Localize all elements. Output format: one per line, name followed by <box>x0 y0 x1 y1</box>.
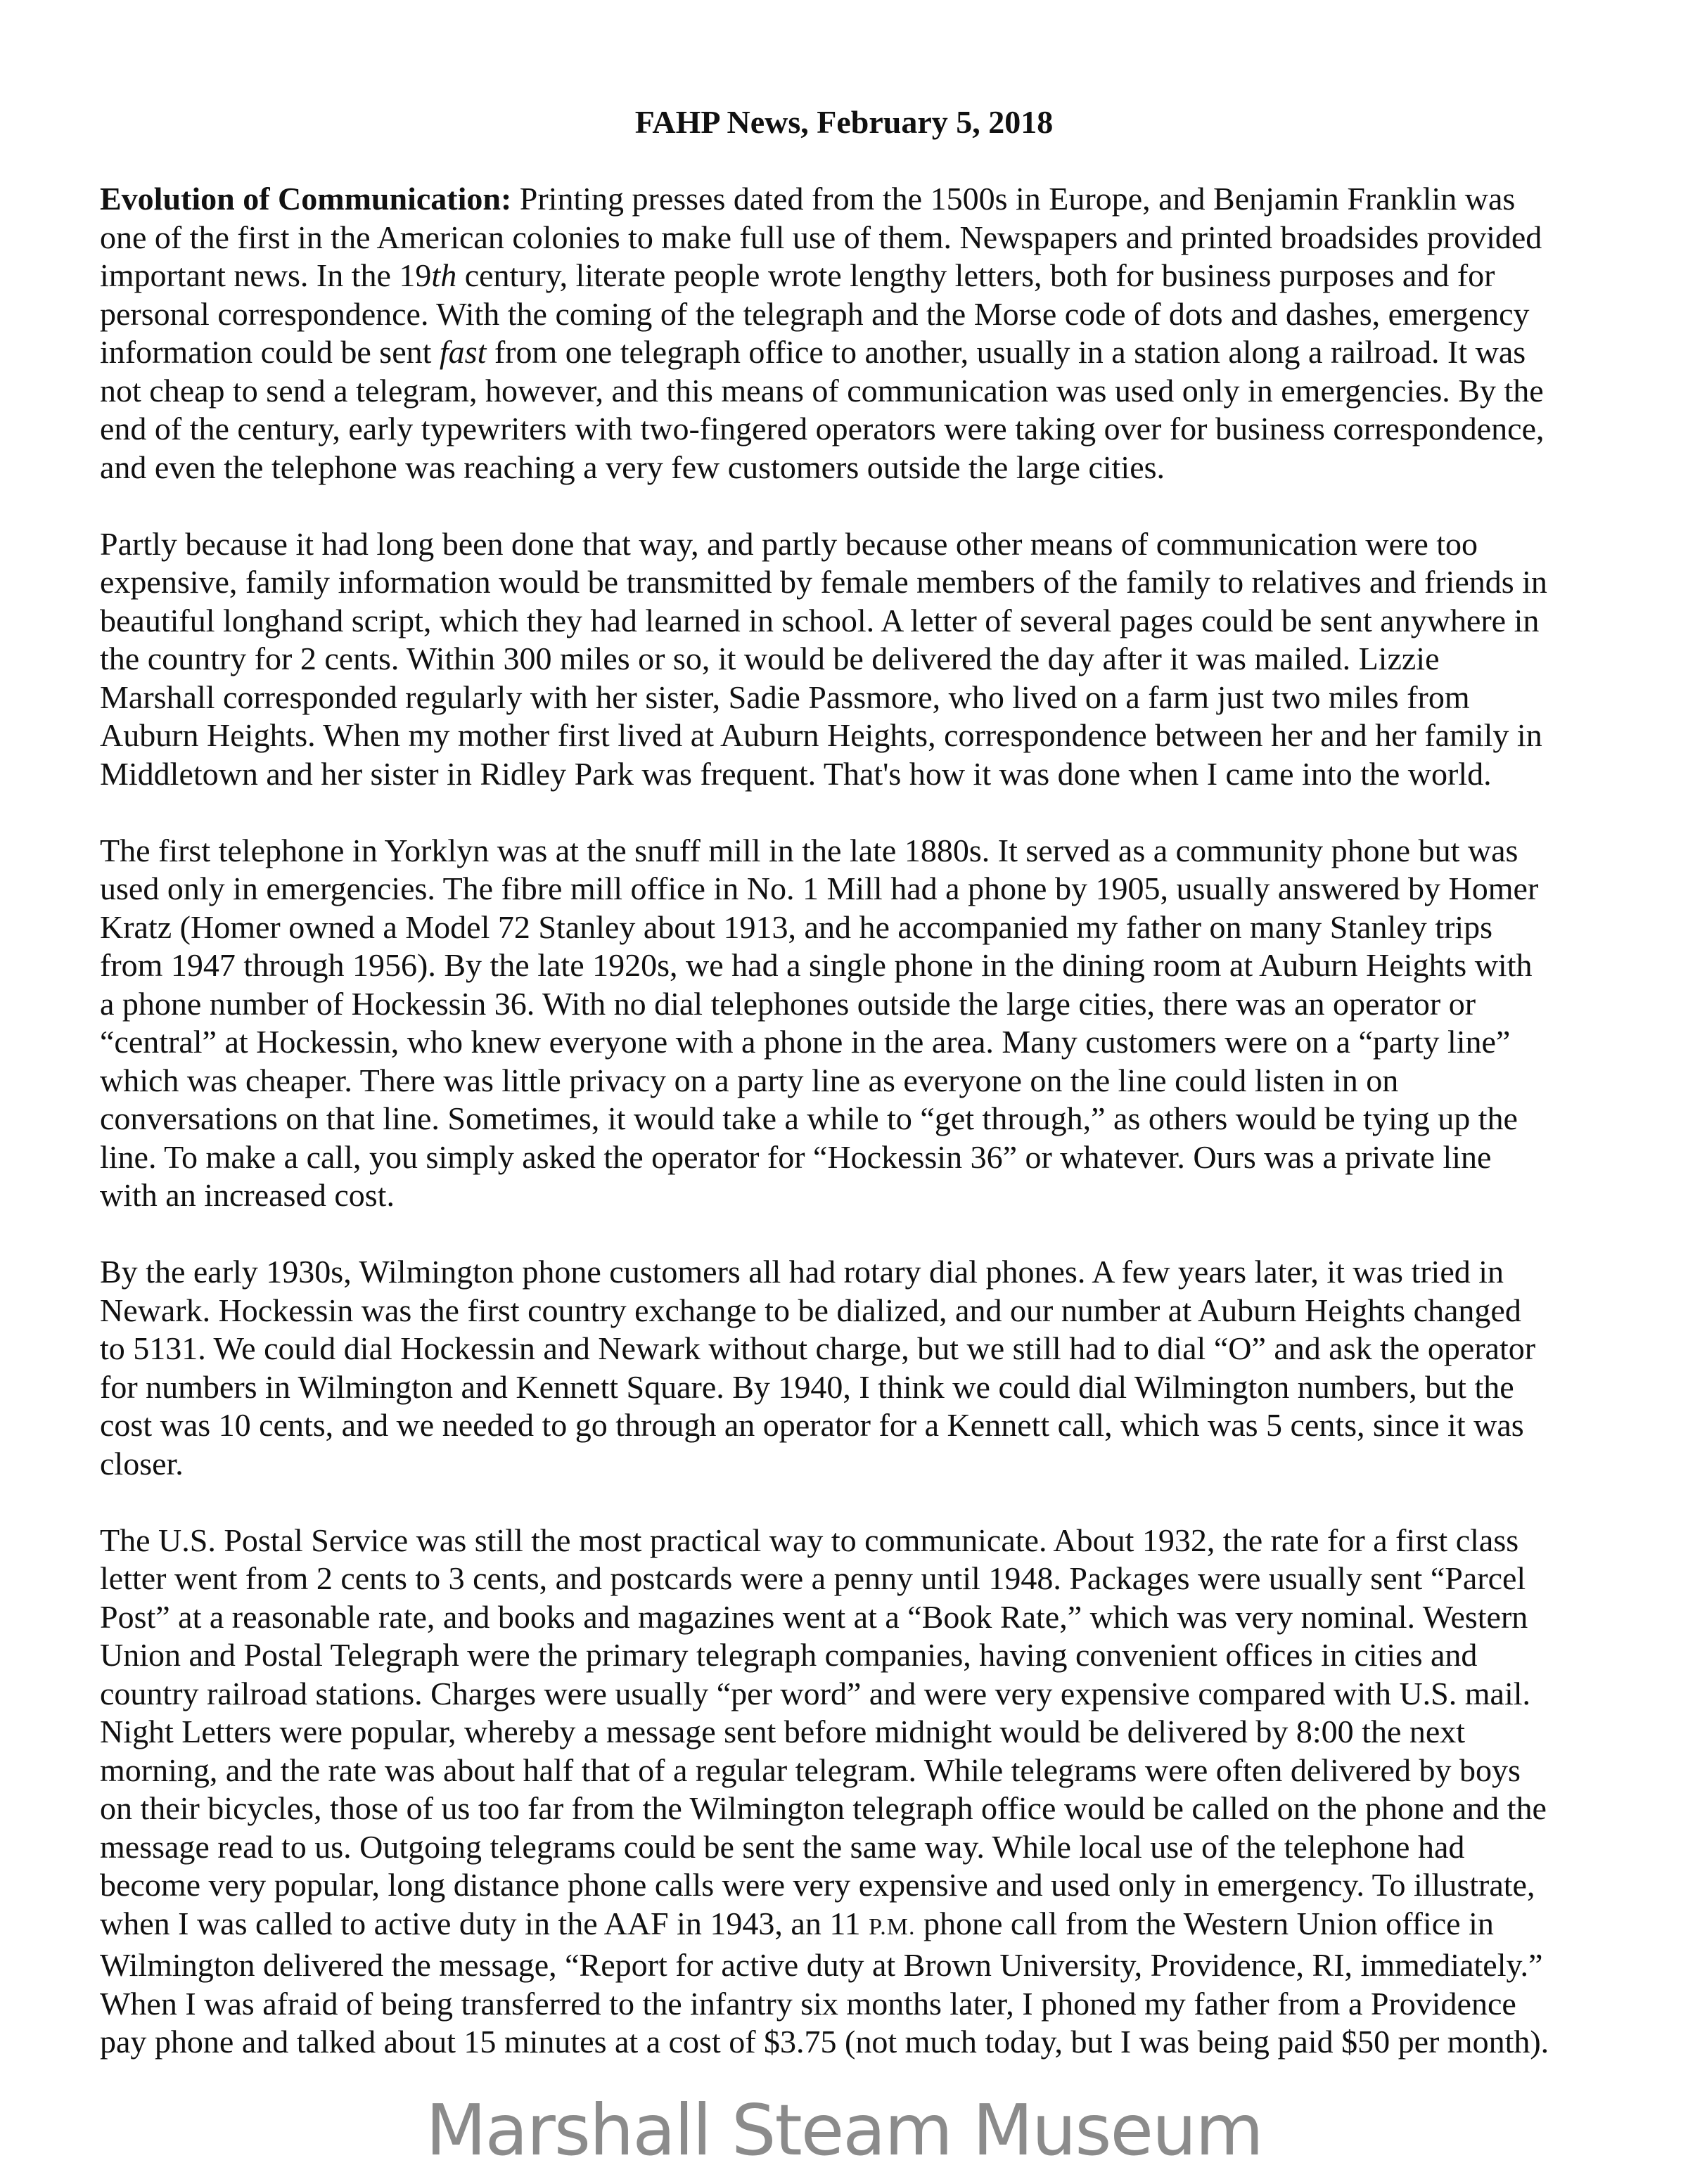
paragraph <box>100 1253 1633 1483</box>
text-line <box>100 180 1633 219</box>
text-segment: When I was afraid of being transferred to the infantry six months later, I phoned my father from a Providence <box>100 1985 1516 2022</box>
text-line <box>100 755 1633 794</box>
text-segment: Union and Postal Telegraph were the primary telegraph companies, having convenient offices in cities and <box>100 1637 1478 1673</box>
text-line <box>100 1636 1633 1675</box>
text-line <box>100 1368 1633 1407</box>
text-line <box>100 1253 1633 1292</box>
text-line <box>100 563 1633 602</box>
text-segment: the country for 2 cents. Within 300 miles or so, it would be delivered the day after it was mailed. Lizzie <box>100 641 1440 676</box>
text-segment: a phone number of Hockessin 36. With no dial telephones outside the large cities, there was an operator or <box>100 985 1476 1022</box>
text-segment: important news. In the 19 <box>100 257 432 293</box>
text-line <box>100 1905 1633 1947</box>
text-segment: to 5131. We could dial Hockessin and Newark without charge, but we still had to dial “O” and ask the operator <box>100 1330 1536 1366</box>
text-line <box>100 717 1633 755</box>
text-segment: Auburn Heights. When my mother first lived at Auburn Heights, correspondence between her and her family in <box>100 717 1542 753</box>
text-line <box>100 449 1633 487</box>
text-line <box>100 1445 1633 1484</box>
text-segment: century, literate people wrote lengthy letters, both for business purposes and for <box>456 257 1495 293</box>
text-line <box>100 1828 1633 1867</box>
text-line <box>100 333 1633 372</box>
text-segment: with an increased cost. <box>100 1177 395 1213</box>
text-line <box>100 1598 1633 1637</box>
text-segment: one of the first in the American colonies to make full use of them. Newspapers and printed broadsides provided <box>100 219 1542 255</box>
text-line <box>100 1292 1633 1330</box>
text-segment: for numbers in Wilmington and Kennett Square. By 1940, I think we could dial Wilmington numbers, but the <box>100 1368 1514 1405</box>
text-segment: P.M. <box>869 1913 916 1940</box>
text-line <box>100 640 1633 679</box>
text-line <box>100 832 1633 871</box>
text-segment: morning, and the rate was about half that of a regular telegram. While telegrams were often delivered by boys <box>100 1752 1521 1788</box>
text-segment: The first telephone in Yorklyn was at the snuff mill in the late 1880s. It served as a community phone but was <box>100 832 1518 868</box>
text-segment: message read to us. Outgoing telegrams could be sent the same way. While local use of the telephone had <box>100 1828 1465 1865</box>
text-segment: letter went from 2 cents to 3 cents, and postcards were a penny until 1948. Packages were usually sent “Parcel <box>100 1560 1526 1596</box>
text-segment: cost was 10 cents, and we needed to go through an operator for a Kennett call, which was 5 cents, since it was <box>100 1407 1524 1443</box>
text-line <box>100 1330 1633 1368</box>
text-line <box>100 908 1633 947</box>
text-segment: The U.S. Postal Service was still the most practical way to communicate. About 1932, the rate for a first class <box>100 1522 1519 1558</box>
text-line <box>100 410 1633 449</box>
text-segment: closer. <box>100 1445 184 1482</box>
text-segment: country railroad stations. Charges were usually “per word” and were very expensive compared with U.S. mail. <box>100 1675 1531 1711</box>
paragraph <box>100 180 1633 487</box>
text-line <box>100 1023 1633 1062</box>
text-line <box>100 602 1633 641</box>
text-segment: phone call from the Western Union office in <box>915 1905 1494 1941</box>
text-segment: personal correspondence. With the coming of the telegraph and the Morse code of dots and dashes, emergency <box>100 295 1530 332</box>
document-page <box>100 103 1633 2062</box>
text-segment: which was cheaper. There was little privacy on a party line as everyone on the line could listen in on <box>100 1062 1399 1098</box>
paragraph <box>100 832 1633 1215</box>
text-segment: line. To make a call, you simply asked the operator for “Hockessin 36” or whatever. Ours was a private line <box>100 1138 1492 1175</box>
text-segment: Post” at a reasonable rate, and books and magazines went at a “Book Rate,” which was very nominal. Western <box>100 1598 1528 1635</box>
text-line <box>100 1713 1633 1752</box>
paragraph <box>100 1522 1633 2062</box>
page-title: FAHP News, February 5, 2018 <box>634 104 1054 140</box>
text-segment: Wilmington delivered the message, “Report for active duty at Brown University, Providence, RI, immediately.” <box>100 1947 1543 1983</box>
text-segment: “central” at Hockessin, who knew everyone with a phone in the area. Many customers were on a “party line” <box>100 1024 1511 1060</box>
text-segment: Partly because it had long been done that way, and partly because other means of communication were too <box>100 525 1478 562</box>
text-line <box>100 1176 1633 1215</box>
text-line <box>100 985 1633 1024</box>
text-line <box>100 1946 1633 1985</box>
text-line <box>100 1675 1633 1714</box>
text-segment: th <box>431 257 457 293</box>
text-line <box>100 679 1633 717</box>
text-segment: Printing presses dated from the 1500s in Europe, and Benjamin Franklin was <box>511 181 1516 217</box>
text-line <box>100 525 1633 564</box>
text-segment: not cheap to send a telegram, however, and this means of communication was used only in emergencies. By the <box>100 372 1544 409</box>
text-segment: used only in emergencies. The fibre mill office in No. 1 Mill had a phone by 1905, usually answered by Homer <box>100 871 1539 906</box>
text-segment: Night Letters were popular, whereby a message sent before midnight would be delivered by 8:00 the next <box>100 1714 1466 1749</box>
text-line <box>100 1752 1633 1790</box>
text-line <box>100 372 1633 411</box>
text-line <box>100 295 1633 334</box>
text-line <box>100 1406 1633 1445</box>
text-segment: By the early 1930s, Wilmington phone customers all had rotary dial phones. A few years later, it was tried in <box>100 1254 1504 1290</box>
text-line <box>100 1560 1633 1598</box>
article-body <box>100 180 1633 2062</box>
text-segment: become very popular, long distance phone calls were very expensive and used only in emergency. To illustrate, <box>100 1867 1535 1903</box>
text-segment: Newark. Hockessin was the first country exchange to be dialized, and our number at Auburn Heights changed <box>100 1292 1521 1328</box>
text-line <box>100 870 1633 908</box>
text-line <box>100 1985 1633 2024</box>
text-segment: end of the century, early typewriters with two-fingered operators were taking over for business correspondence, <box>100 411 1545 447</box>
text-line <box>100 1866 1633 1905</box>
text-line <box>100 1790 1633 1828</box>
text-segment: from 1947 through 1956). By the late 1920s, we had a single phone in the dining room at Auburn Heights with <box>100 947 1533 983</box>
watermark: Marshall Steam Museum <box>426 2089 1262 2171</box>
text-segment: pay phone and talked about 15 minutes at a cost of $3.75 (not much today, but I was being paid $50 per month). <box>100 2024 1549 2060</box>
text-segment: expensive, family information would be transmitted by female members of the family to relatives and friends in <box>100 564 1547 600</box>
text-segment: Kratz (Homer owned a Model 72 Stanley about 1913, and he accompanied my father on many Stanley trips <box>100 908 1492 945</box>
text-line <box>100 1100 1633 1138</box>
text-segment: conversations on that line. Sometimes, it would take a while to “get through,” as others would be tying up the <box>100 1100 1518 1136</box>
text-segment: Middletown and her sister in Ridley Park was frequent. That's how it was done when I came into the world. <box>100 755 1492 792</box>
text-segment: information could be sent <box>100 334 440 370</box>
text-segment: from one telegraph office to another, usually in a station along a railroad. It was <box>486 334 1526 370</box>
text-line <box>100 1062 1633 1100</box>
text-segment: fast <box>439 334 487 370</box>
text-line <box>100 219 1633 257</box>
text-segment: Evolution of Communication: <box>100 181 512 217</box>
text-segment: on their bicycles, those of us too far from the Wilmington telegraph office would be called on the phone and the <box>100 1790 1547 1826</box>
text-segment: beautiful longhand script, which they had learned in school. A letter of several pages could be sent anywhere in <box>100 602 1540 638</box>
text-line <box>100 1138 1633 1177</box>
text-segment: and even the telephone was reaching a very few customers outside the large cities. <box>100 449 1165 485</box>
text-line <box>100 946 1633 985</box>
text-line <box>100 2023 1633 2062</box>
text-line <box>100 1522 1633 1560</box>
text-segment: Marshall corresponded regularly with her sister, Sadie Passmore, who lived on a farm just two miles from <box>100 679 1470 715</box>
text-segment: when I was called to active duty in the AAF in 1943, an 11 <box>100 1905 869 1941</box>
paragraph <box>100 525 1633 794</box>
text-line <box>100 257 1633 295</box>
